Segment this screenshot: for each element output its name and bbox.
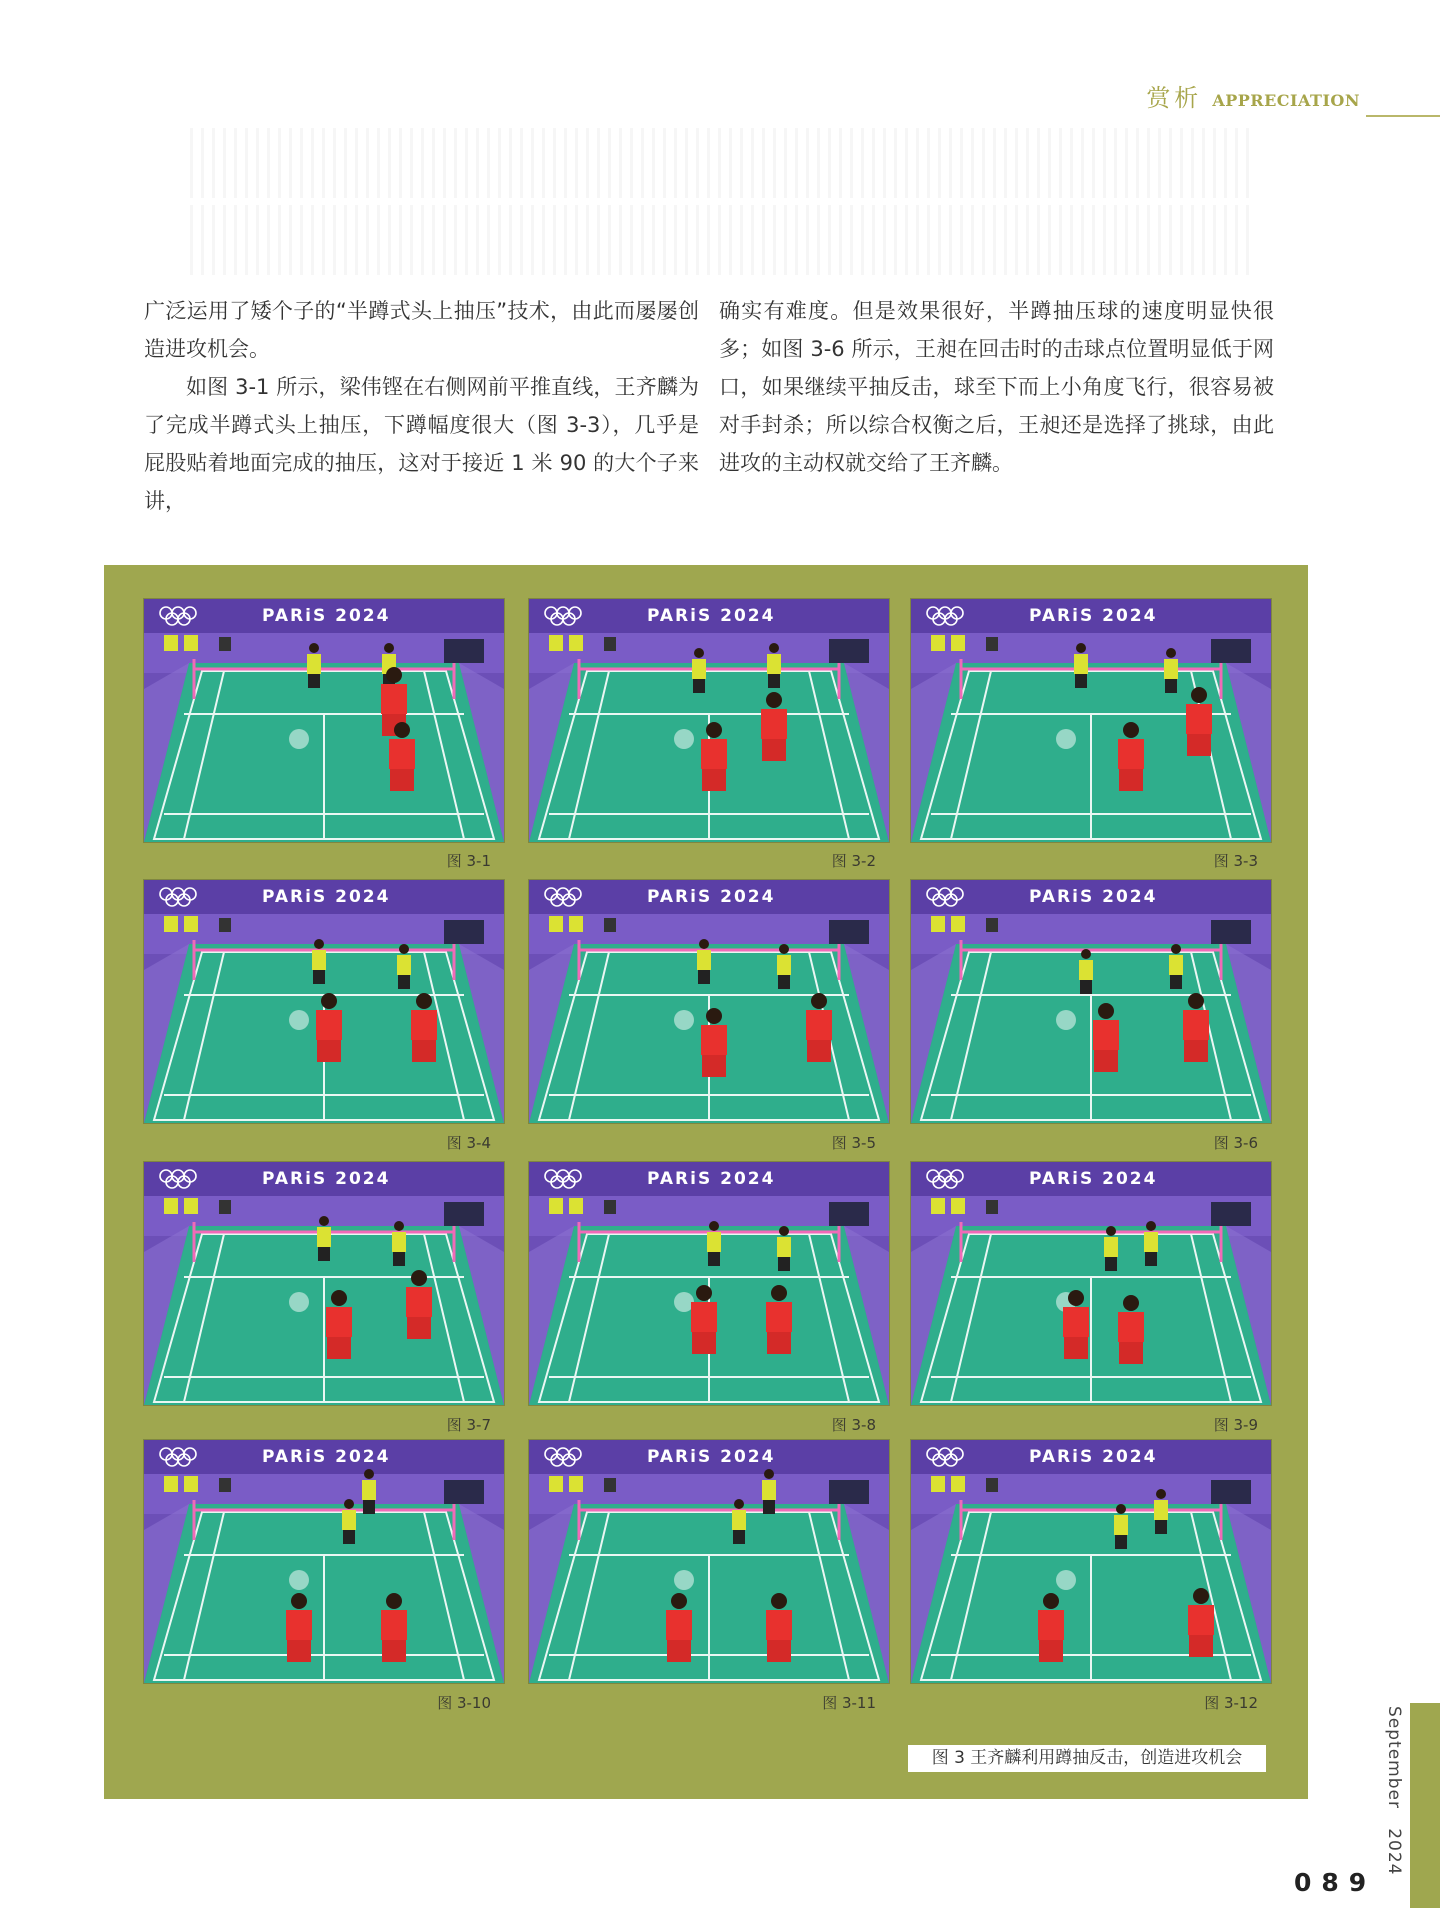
issue-month: September	[1384, 1706, 1404, 1809]
match-photo	[910, 1439, 1272, 1684]
figure-label: 图 3-2	[831, 852, 876, 870]
bleed-through-texture	[190, 205, 1250, 275]
match-photo	[143, 1161, 505, 1406]
figure-label: 图 3-9	[1213, 1416, 1258, 1434]
svg-text:PARiS 2024: PARiS 2024	[262, 1447, 391, 1467]
match-photo	[528, 1161, 890, 1406]
issue-year: 2024	[1384, 1828, 1404, 1876]
page-number: 089	[1294, 1868, 1377, 1897]
match-photo	[143, 879, 505, 1124]
figure-label: 图 3-1	[446, 852, 491, 870]
figure-label: 图 3-3	[1213, 852, 1258, 870]
article-paragraph: 如图 3-1 所示，梁伟铿在右侧网前平推直线，王齐麟为了完成半蹲式头上抽压，下蹲幅度很大（图 3-3），几乎是屁股贴着地面完成的抽压，这对于接近 1 米 90 的大个子来讲，	[144, 375, 699, 513]
section-title-cn: 赏析	[1146, 84, 1203, 112]
match-photo	[910, 879, 1272, 1124]
match-photo	[528, 598, 890, 843]
figure-label: 图 3-12	[1204, 1694, 1258, 1712]
svg-text:PARiS 2024: PARiS 2024	[647, 1169, 776, 1189]
svg-text:PARiS 2024: PARiS 2024	[647, 1447, 776, 1467]
article-column-left	[144, 292, 699, 520]
side-tab	[1410, 1703, 1440, 1908]
match-photo	[143, 1439, 505, 1684]
match-photo	[528, 879, 890, 1124]
svg-text:PARiS 2024: PARiS 2024	[1029, 606, 1158, 626]
match-photo	[910, 1161, 1272, 1406]
issue-month-year	[1378, 1706, 1404, 1876]
svg-text:PARiS 2024: PARiS 2024	[647, 606, 776, 626]
figure-label: 图 3-7	[446, 1416, 491, 1434]
figure-label: 图 3-11	[822, 1694, 876, 1712]
article-paragraph: 确实有难度。但是效果很好，半蹲抽压球的速度明显快很多；如图 3-6 所示，王昶在回击时的击球点位置明显低于网口，如果继续平抽反击，球至下而上小角度飞行，很容易被对手封杀；所以综合权衡之后，王昶还是选择了挑球，由此进攻的主动权就交给了王齐麟。	[719, 299, 1274, 475]
figure-label: 图 3-4	[446, 1134, 491, 1152]
svg-text:PARiS 2024: PARiS 2024	[1029, 887, 1158, 907]
match-photo	[528, 1439, 890, 1684]
svg-text:PARiS 2024: PARiS 2024	[262, 887, 391, 907]
figure-label: 图 3-5	[831, 1134, 876, 1152]
figure-label: 图 3-8	[831, 1416, 876, 1434]
svg-text:PARiS 2024: PARiS 2024	[262, 606, 391, 626]
section-header	[1146, 78, 1360, 113]
match-photo	[143, 598, 505, 843]
bleed-through-texture	[190, 128, 1250, 198]
svg-text:PARiS 2024: PARiS 2024	[647, 887, 776, 907]
figure-caption: 图 3 王齐麟利用蹲抽反击，创造进攻机会	[908, 1745, 1266, 1772]
figure-label: 图 3-10	[437, 1694, 491, 1712]
article-paragraph: 广泛运用了矮个子的“半蹲式头上抽压”技术，由此而屡屡创造进攻机会。	[144, 299, 699, 361]
svg-text:PARiS 2024: PARiS 2024	[1029, 1447, 1158, 1467]
match-photo	[910, 598, 1272, 843]
svg-text:PARiS 2024: PARiS 2024	[262, 1169, 391, 1189]
figure-label: 图 3-6	[1213, 1134, 1258, 1152]
article-column-right	[719, 292, 1274, 482]
svg-text:PARiS 2024: PARiS 2024	[1029, 1169, 1158, 1189]
section-title-en: APPRECIATION	[1212, 91, 1360, 110]
header-rule	[1366, 115, 1440, 117]
